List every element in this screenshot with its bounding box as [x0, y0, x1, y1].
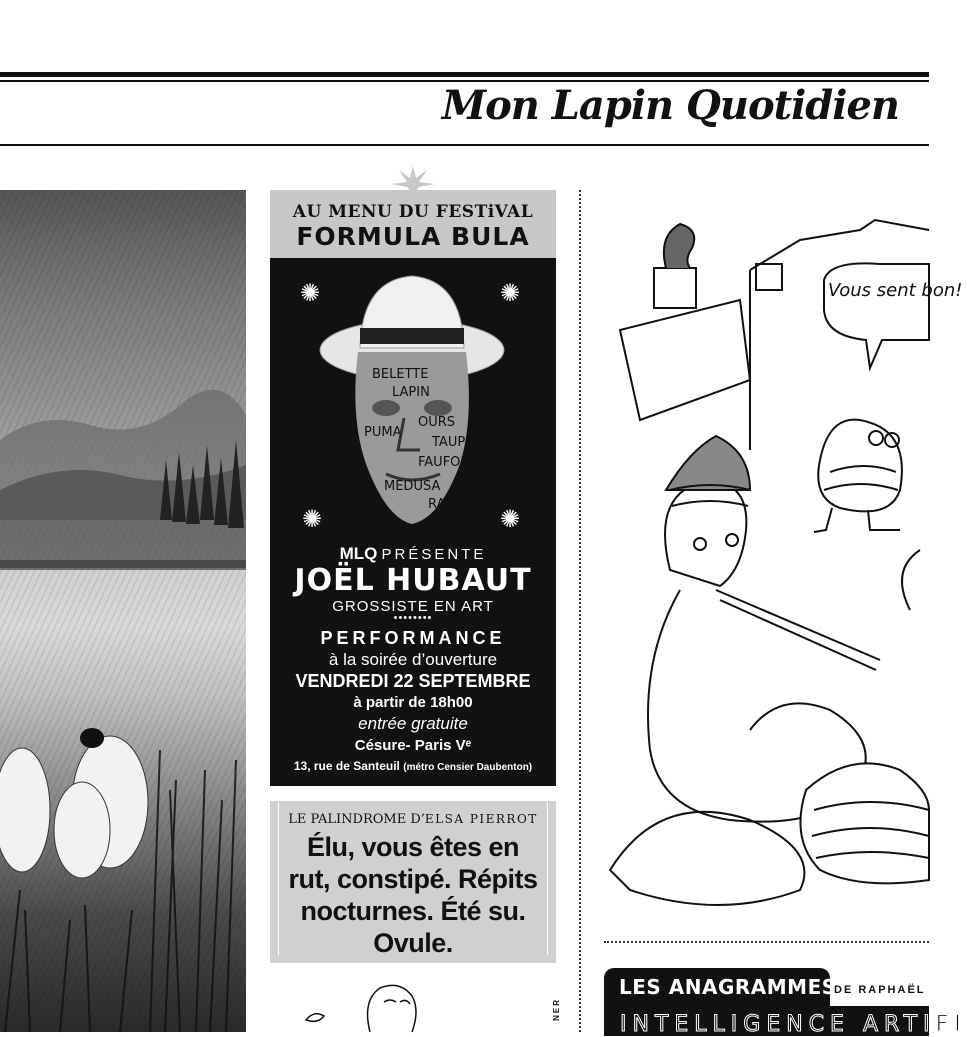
face-word: PUMA	[364, 425, 402, 440]
festival-ad-kicker: AU MENU DU FESTiVAL	[292, 202, 534, 222]
masthead-top-rule-thick	[0, 72, 929, 77]
section-divider	[604, 941, 929, 943]
presents-label: PRÉSENTE	[381, 546, 487, 563]
presents-brand: MLQ	[339, 544, 378, 563]
column-divider	[579, 190, 581, 1032]
presents-line	[270, 544, 556, 564]
face-word: FAUFOR	[418, 455, 470, 470]
sparkle-icon: ✺	[500, 506, 521, 533]
festival-ad-lower-panel	[270, 598, 556, 786]
anagrammes-author: DE RAPHAËL	[834, 984, 926, 996]
cartoon-illustration	[600, 190, 963, 930]
event-occasion: à la soirée d’ouverture	[328, 650, 498, 669]
event-price: entrée gratuite	[358, 714, 468, 733]
face-word: RAT	[428, 497, 453, 512]
anagrammes-subtitle: INTELLIGENCE ARTIFI	[620, 1012, 967, 1037]
street-address: 13, rue de Santeuil	[293, 759, 400, 773]
event-time: à partir de 18h00	[353, 694, 473, 711]
landscape-illustration	[0, 190, 246, 1032]
sparkle-icon: ✺	[300, 280, 321, 307]
artist-name: JOËL HUBAUT	[294, 563, 532, 598]
event-venue: Césure- Paris Vᵉ	[354, 737, 472, 754]
side-credit: NER	[552, 998, 561, 1021]
face-word: LAPIN	[392, 385, 430, 400]
event-type: PERFORMANCE	[320, 628, 506, 648]
palindrome-box	[270, 801, 556, 963]
face-word: BELETTE	[372, 367, 429, 382]
anagrammes-label: LES ANAGRAMMES	[619, 975, 837, 999]
masthead-title: Mon Lapin Quotidien	[441, 82, 899, 129]
event-date: VENDREDI 22 SEPTEMBRE	[295, 671, 531, 691]
sparkle-icon: ✺	[500, 280, 521, 307]
artist-portrait	[300, 268, 524, 540]
event-address	[270, 759, 556, 773]
face-word: OURS	[418, 415, 456, 430]
palindrome-author: ELSA PIERROT	[424, 812, 538, 826]
festival-ad-title: FORMULA BULA	[296, 222, 530, 251]
face-word: MEDUSA	[384, 479, 441, 494]
artist-subtitle: GROSSISTE EN ART	[332, 598, 494, 615]
speech-bubble-text: Vous sent bon!	[828, 280, 963, 301]
masthead-bottom-rule	[0, 144, 929, 146]
festival-ad-header	[270, 190, 556, 258]
palindrome-text: Élu, vous êtes en rut, constipé. Répits nocturnes. Été su. Ovule.	[288, 832, 538, 958]
caricature-sketch	[300, 980, 440, 1032]
palindrome-kicker	[279, 812, 547, 827]
face-word: TAUPE	[432, 435, 474, 450]
sparkle-icon: ✺	[302, 506, 323, 533]
transit-info: (métro Censier Daubenton)	[403, 762, 533, 773]
dotted-divider: ••••••••	[393, 612, 433, 624]
palindrome-kicker-label: LE PALINDROME D’	[288, 812, 425, 827]
